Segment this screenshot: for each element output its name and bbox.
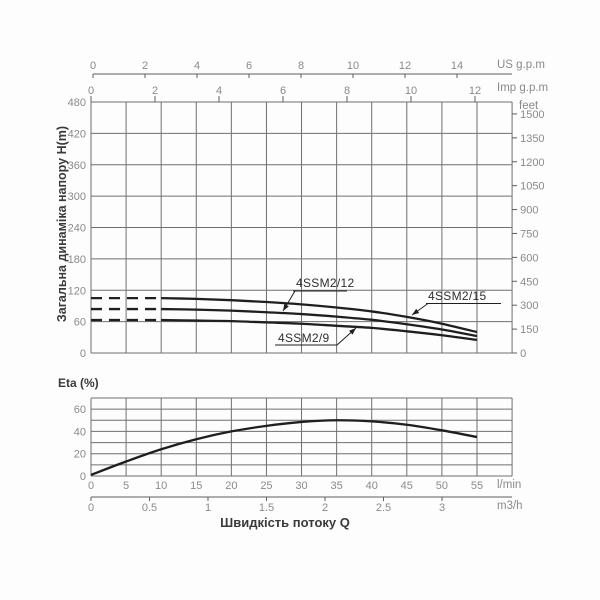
leader-arrowhead xyxy=(283,304,289,311)
m3h-tick-label: 1 xyxy=(204,502,212,514)
imp-gpm-tick-label: 6 xyxy=(279,85,287,97)
head-y-tick-label: 180 xyxy=(67,253,86,266)
us-gpm-tick-label: 0 xyxy=(89,60,97,72)
feet-tick-label: 1500 xyxy=(520,108,545,121)
m3h-tick-label: 0.5 xyxy=(141,502,158,514)
feet-tick-label: 900 xyxy=(520,204,539,217)
imp-gpm-tick-label: 2 xyxy=(151,85,159,97)
head-y-tick-label: 360 xyxy=(67,159,86,172)
lmin-tick-label: 55 xyxy=(470,480,484,492)
curve-label-4ssm2-9: 4SSM2/9 xyxy=(278,331,330,345)
head-y-tick-label: 0 xyxy=(79,348,86,360)
feet-tick-label: 0 xyxy=(520,348,527,360)
us-gpm-tick-label: 14 xyxy=(450,60,464,72)
m3h-tick-label: 0 xyxy=(87,502,95,514)
us-gpm-tick-label: 6 xyxy=(245,60,253,72)
feet-tick-label: 600 xyxy=(520,252,539,265)
eta-axis-title: Eta (%) xyxy=(58,376,99,390)
eta-y-tick-label: 20 xyxy=(73,448,86,461)
lmin-tick-label: 40 xyxy=(365,480,378,492)
us-gpm-tick-label: 4 xyxy=(193,60,201,72)
m3h-tick-label: 3 xyxy=(438,502,446,514)
head-y-tick-label: 480 xyxy=(67,97,86,109)
m3h-tick-label: 2 xyxy=(321,502,329,514)
us-gpm-tick-label: 12 xyxy=(398,60,412,72)
feet-tick-label: 750 xyxy=(520,228,539,241)
m3h-axis-label: m3/h xyxy=(497,500,523,512)
feet-tick-label: 1350 xyxy=(520,132,545,145)
us-gpm-axis-label: US g.p.m xyxy=(497,59,545,71)
head-y-tick-label: 300 xyxy=(67,191,86,204)
flow-axis-title: Швидкість потоку Q xyxy=(220,515,350,530)
m3h-tick-label: 1.5 xyxy=(258,502,275,514)
us-gpm-tick-label: 8 xyxy=(297,60,305,72)
leader-arrowhead xyxy=(412,309,419,315)
lmin-tick-label: 5 xyxy=(123,480,130,492)
curve-label-4ssm2-12: 4SSM2/12 xyxy=(296,276,355,290)
eta-curve xyxy=(91,420,477,475)
head-y-tick-label: 240 xyxy=(67,222,86,235)
m3h-tick-label: 2.5 xyxy=(375,502,392,514)
eta-y-tick-label: 0 xyxy=(79,471,86,483)
lmin-tick-label: 20 xyxy=(225,480,238,492)
feet-tick-label: 1050 xyxy=(520,180,545,193)
head-y-tick-label: 60 xyxy=(73,316,86,329)
head-y-tick-label: 120 xyxy=(67,285,86,298)
lmin-tick-label: 15 xyxy=(190,480,203,492)
eta-y-tick-label: 60 xyxy=(73,404,86,417)
lmin-tick-label: 35 xyxy=(330,480,343,492)
imp-gpm-tick-label: 0 xyxy=(87,85,95,97)
lmin-tick-label: 0 xyxy=(87,480,95,492)
feet-tick-label: 1200 xyxy=(520,156,545,169)
feet-tick-label: 150 xyxy=(520,324,539,337)
lmin-tick-label: 50 xyxy=(435,480,449,492)
feet-tick-label: 300 xyxy=(520,300,539,313)
imp-gpm-axis-label: Imp g.p.m xyxy=(497,82,549,94)
lmin-tick-label: 45 xyxy=(400,480,413,492)
lmin-tick-label: 25 xyxy=(260,480,273,492)
feet-axis-label: feet xyxy=(519,100,539,112)
feet-tick-label: 450 xyxy=(520,276,539,289)
imp-gpm-tick-label: 8 xyxy=(343,85,351,97)
lmin-tick-label: 30 xyxy=(295,480,308,492)
imp-gpm-tick-label: 12 xyxy=(468,85,482,97)
head-axis-title: Загальна динаміка напору H(m) xyxy=(55,125,69,323)
imp-gpm-tick-label: 4 xyxy=(215,85,223,97)
curve-label-4ssm2-15: 4SSM2/15 xyxy=(428,289,487,303)
imp-gpm-tick-label: 10 xyxy=(404,85,418,97)
head-y-tick-label: 420 xyxy=(67,128,86,141)
us-gpm-tick-label: 10 xyxy=(346,60,360,72)
eta-y-tick-label: 40 xyxy=(73,426,86,439)
us-gpm-tick-label: 2 xyxy=(141,60,149,72)
lmin-tick-label: 10 xyxy=(155,480,168,492)
lmin-axis-label: l/min xyxy=(497,479,522,491)
